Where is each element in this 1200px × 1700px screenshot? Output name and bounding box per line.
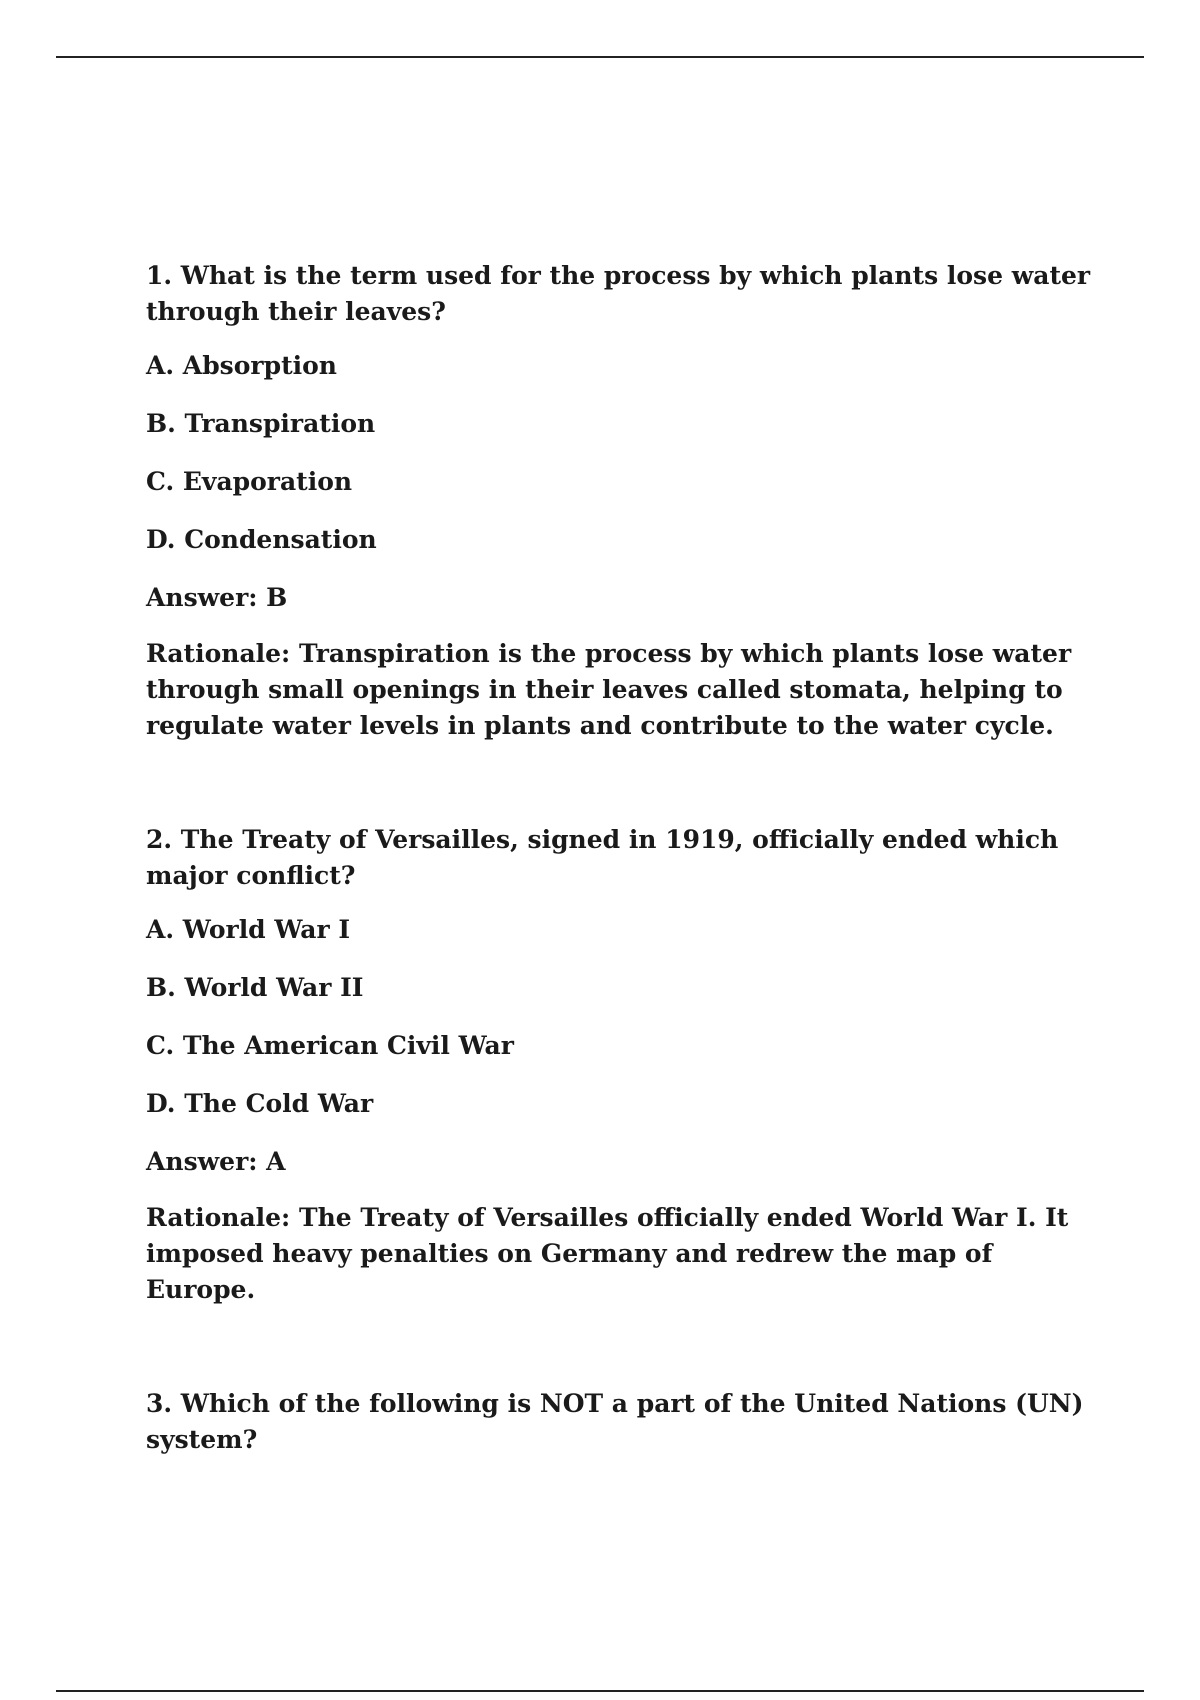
answer-line: Answer: B bbox=[146, 583, 288, 612]
option-b: B. World War II bbox=[146, 973, 364, 1002]
top-rule bbox=[56, 56, 1144, 58]
option-b: B. Transpiration bbox=[146, 409, 376, 438]
option-c: C. The American Civil War bbox=[146, 1031, 514, 1060]
bottom-rule bbox=[56, 1690, 1144, 1692]
option-a: A. Absorption bbox=[146, 351, 337, 380]
question-text: 3. Which of the following is NOT a part of the United Nations (UN) system? bbox=[146, 1389, 1084, 1454]
document-body bbox=[146, 258, 1096, 1536]
option-d: D. The Cold War bbox=[146, 1089, 374, 1118]
option-d: D. Condensation bbox=[146, 525, 377, 554]
question-text: 1. What is the term used for the process by which plants lose water through their leaves? bbox=[146, 261, 1091, 326]
answer-line: Answer: A bbox=[146, 1147, 286, 1176]
question-block-3 bbox=[146, 1386, 1096, 1458]
question-text: 2. The Treaty of Versailles, signed in 1919, officially ended which major conflict? bbox=[146, 825, 1059, 890]
question-block-2 bbox=[146, 822, 1096, 1308]
rationale-text: Rationale: Transpiration is the process by which plants lose water through small openings in their leaves called stomata, helping to regulate water levels in plants and contribute to the water cycle. bbox=[146, 639, 1072, 740]
rationale-text: Rationale: The Treaty of Versailles officially ended World War I. It imposed heavy penalties on Germany and redrew the map of Europe. bbox=[146, 1203, 1069, 1304]
option-c: C. Evaporation bbox=[146, 467, 353, 496]
question-block-1 bbox=[146, 258, 1096, 744]
option-a: A. World War I bbox=[146, 915, 351, 944]
